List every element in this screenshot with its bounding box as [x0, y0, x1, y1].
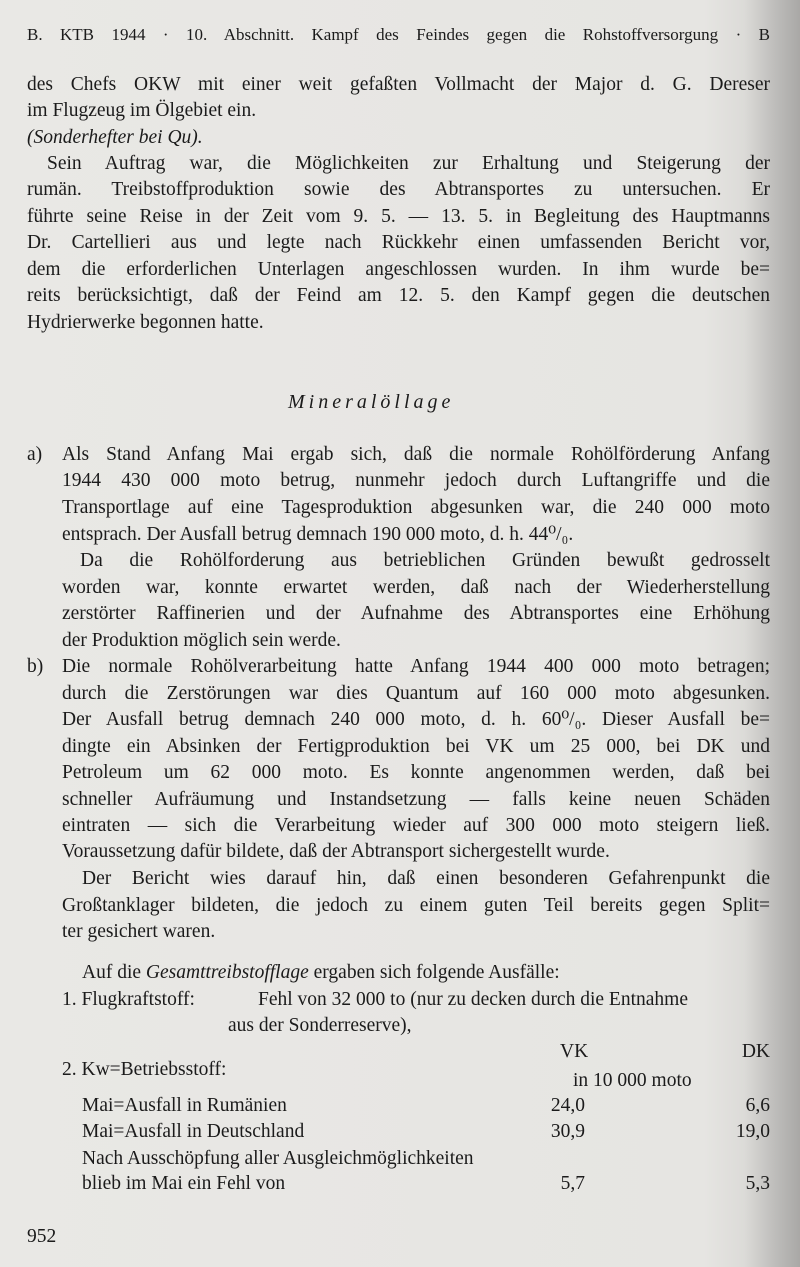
text-line: entsprach. Der Ausfall betrug demnach 190 000 moto, d. h. 44⁰/₀. — [62, 524, 574, 545]
table-cell-dk: 6,6 — [745, 1095, 770, 1116]
text-line: führte seine Reise in der Zeit vom 9. 5. — 13. 5. in Begleitung des Hauptmanns — [27, 206, 770, 227]
running-header: B. KTB 1944 · 10. Abschnitt. Kampf des Feindes gegen die Rohstoffversorgung · B — [27, 25, 770, 44]
text-line: Sein Auftrag war, die Möglichkeiten zur Erhaltung und Steigerung der — [47, 153, 770, 174]
column-header-vk: VK — [560, 1041, 589, 1062]
text-line: Transportlage auf eine Tagesproduktion abgesunken war, die 240 000 moto — [62, 497, 770, 518]
text-line: durch die Zerstörungen war dies Quantum auf 160 000 moto abgesunken. — [62, 683, 770, 704]
table-row-label: Nach Ausschöpfung aller Ausgleichmöglichkeiten — [82, 1148, 474, 1169]
item1-text-continued: aus der Sonderreserve), — [228, 1015, 412, 1036]
text-line: rumän. Treibstoffproduktion sowie des Abtransportes zu untersuchen. Er — [27, 179, 770, 200]
text-line: ter gesichert waren. — [62, 921, 216, 942]
text-line: worden war, konnte erwartet werden, daß nach der Wiederherstellung — [62, 577, 770, 598]
summary-intro-part: Auf die — [82, 962, 146, 983]
text-line: Der Ausfall betrug demnach 240 000 moto, d. h. 60⁰/₀. Dieser Ausfall be= — [62, 709, 770, 730]
summary-intro-part: Gesamttreibstofflage — [145, 962, 309, 983]
text-line: zerstörter Raffinerien und der Aufnahme des Abtransportes eine Erhöhung — [62, 603, 770, 624]
text-line: schneller Aufräumung und Instandsetzung — falls keine neuen Schäden — [62, 789, 770, 810]
summary-intro-part: ergaben sich folgende Ausfälle: — [308, 962, 560, 983]
section-heading: Mineralöllage — [288, 391, 455, 413]
table-cell-vk: 5,7 — [560, 1173, 585, 1194]
summary-intro — [82, 960, 560, 986]
text-line: Hydrierwerke begonnen hatte. — [27, 312, 264, 333]
list-marker-b: b) — [27, 656, 44, 677]
page-number: 952 — [27, 1226, 57, 1247]
text-line: Da die Rohölforderung aus betrieblichen Gründen bewußt gedrosselt — [80, 550, 770, 571]
text-line: dem die erforderlichen Unterlagen angeschlossen wurden. In ihm wurde be= — [27, 259, 770, 280]
text-line: Dr. Cartellieri aus und legte nach Rückkehr einen umfassenden Bericht vor, — [27, 232, 770, 253]
source-reference: (Sonderhefter bei Qu). — [27, 127, 203, 148]
text-line: des Chefs OKW mit einer weit gefaßten Vollmacht der Major d. G. Dereser — [27, 74, 770, 95]
unit-label: in 10 000 moto — [573, 1070, 692, 1091]
item2-label: 2. Kw=Betriebsstoff: — [62, 1059, 227, 1080]
item1-text: Fehl von 32 000 to (nur zu decken durch die Entnahme — [258, 989, 688, 1010]
table-row-label: Mai=Ausfall in Deutschland — [82, 1121, 305, 1142]
table-cell-dk: 19,0 — [735, 1121, 770, 1142]
text-line: der Produktion möglich sein werde. — [62, 630, 341, 651]
text-line: 1944 430 000 moto betrug, nunmehr jedoch durch Luftangriffe und die — [62, 470, 770, 491]
text-line: Der Bericht wies darauf hin, daß einen besonderen Gefahrenpunkt die — [82, 868, 770, 889]
table-row-label: Mai=Ausfall in Rumänien — [82, 1095, 287, 1116]
text-line: Die normale Rohölverarbeitung hatte Anfang 1944 400 000 moto betragen; — [62, 656, 770, 677]
text-line: eintraten — sich die Verarbeitung wieder auf 300 000 moto steigern ließ. — [62, 815, 770, 836]
text-line: Petroleum um 62 000 moto. Es konnte angenommen werden, daß bei — [62, 762, 770, 783]
text-line: Großtanklager bildeten, die jedoch zu einem guten Teil bereits gegen Split= — [62, 895, 770, 916]
text-line: reits berücksichtigt, daß der Feind am 12. 5. den Kampf gegen die deutschen — [27, 285, 770, 306]
table-row-label: blieb im Mai ein Fehl von — [82, 1173, 286, 1194]
table-cell-dk: 5,3 — [745, 1173, 770, 1194]
table-cell-vk: 30,9 — [550, 1121, 585, 1142]
text-line: Voraussetzung dafür bildete, daß der Abtransport sichergestellt wurde. — [62, 841, 610, 862]
text-line: dingte ein Absinken der Fertigproduktion bei VK um 25 000, bei DK und — [62, 736, 770, 757]
list-marker-a: a) — [27, 444, 43, 465]
item1-label: 1. Flugkraftstoff: — [62, 989, 195, 1010]
column-header-dk: DK — [741, 1041, 770, 1062]
table-cell-vk: 24,0 — [550, 1095, 585, 1116]
text-line: Als Stand Anfang Mai ergab sich, daß die normale Rohölförderung Anfang — [62, 444, 770, 465]
text-line: im Flugzeug im Ölgebiet ein. — [27, 100, 257, 121]
